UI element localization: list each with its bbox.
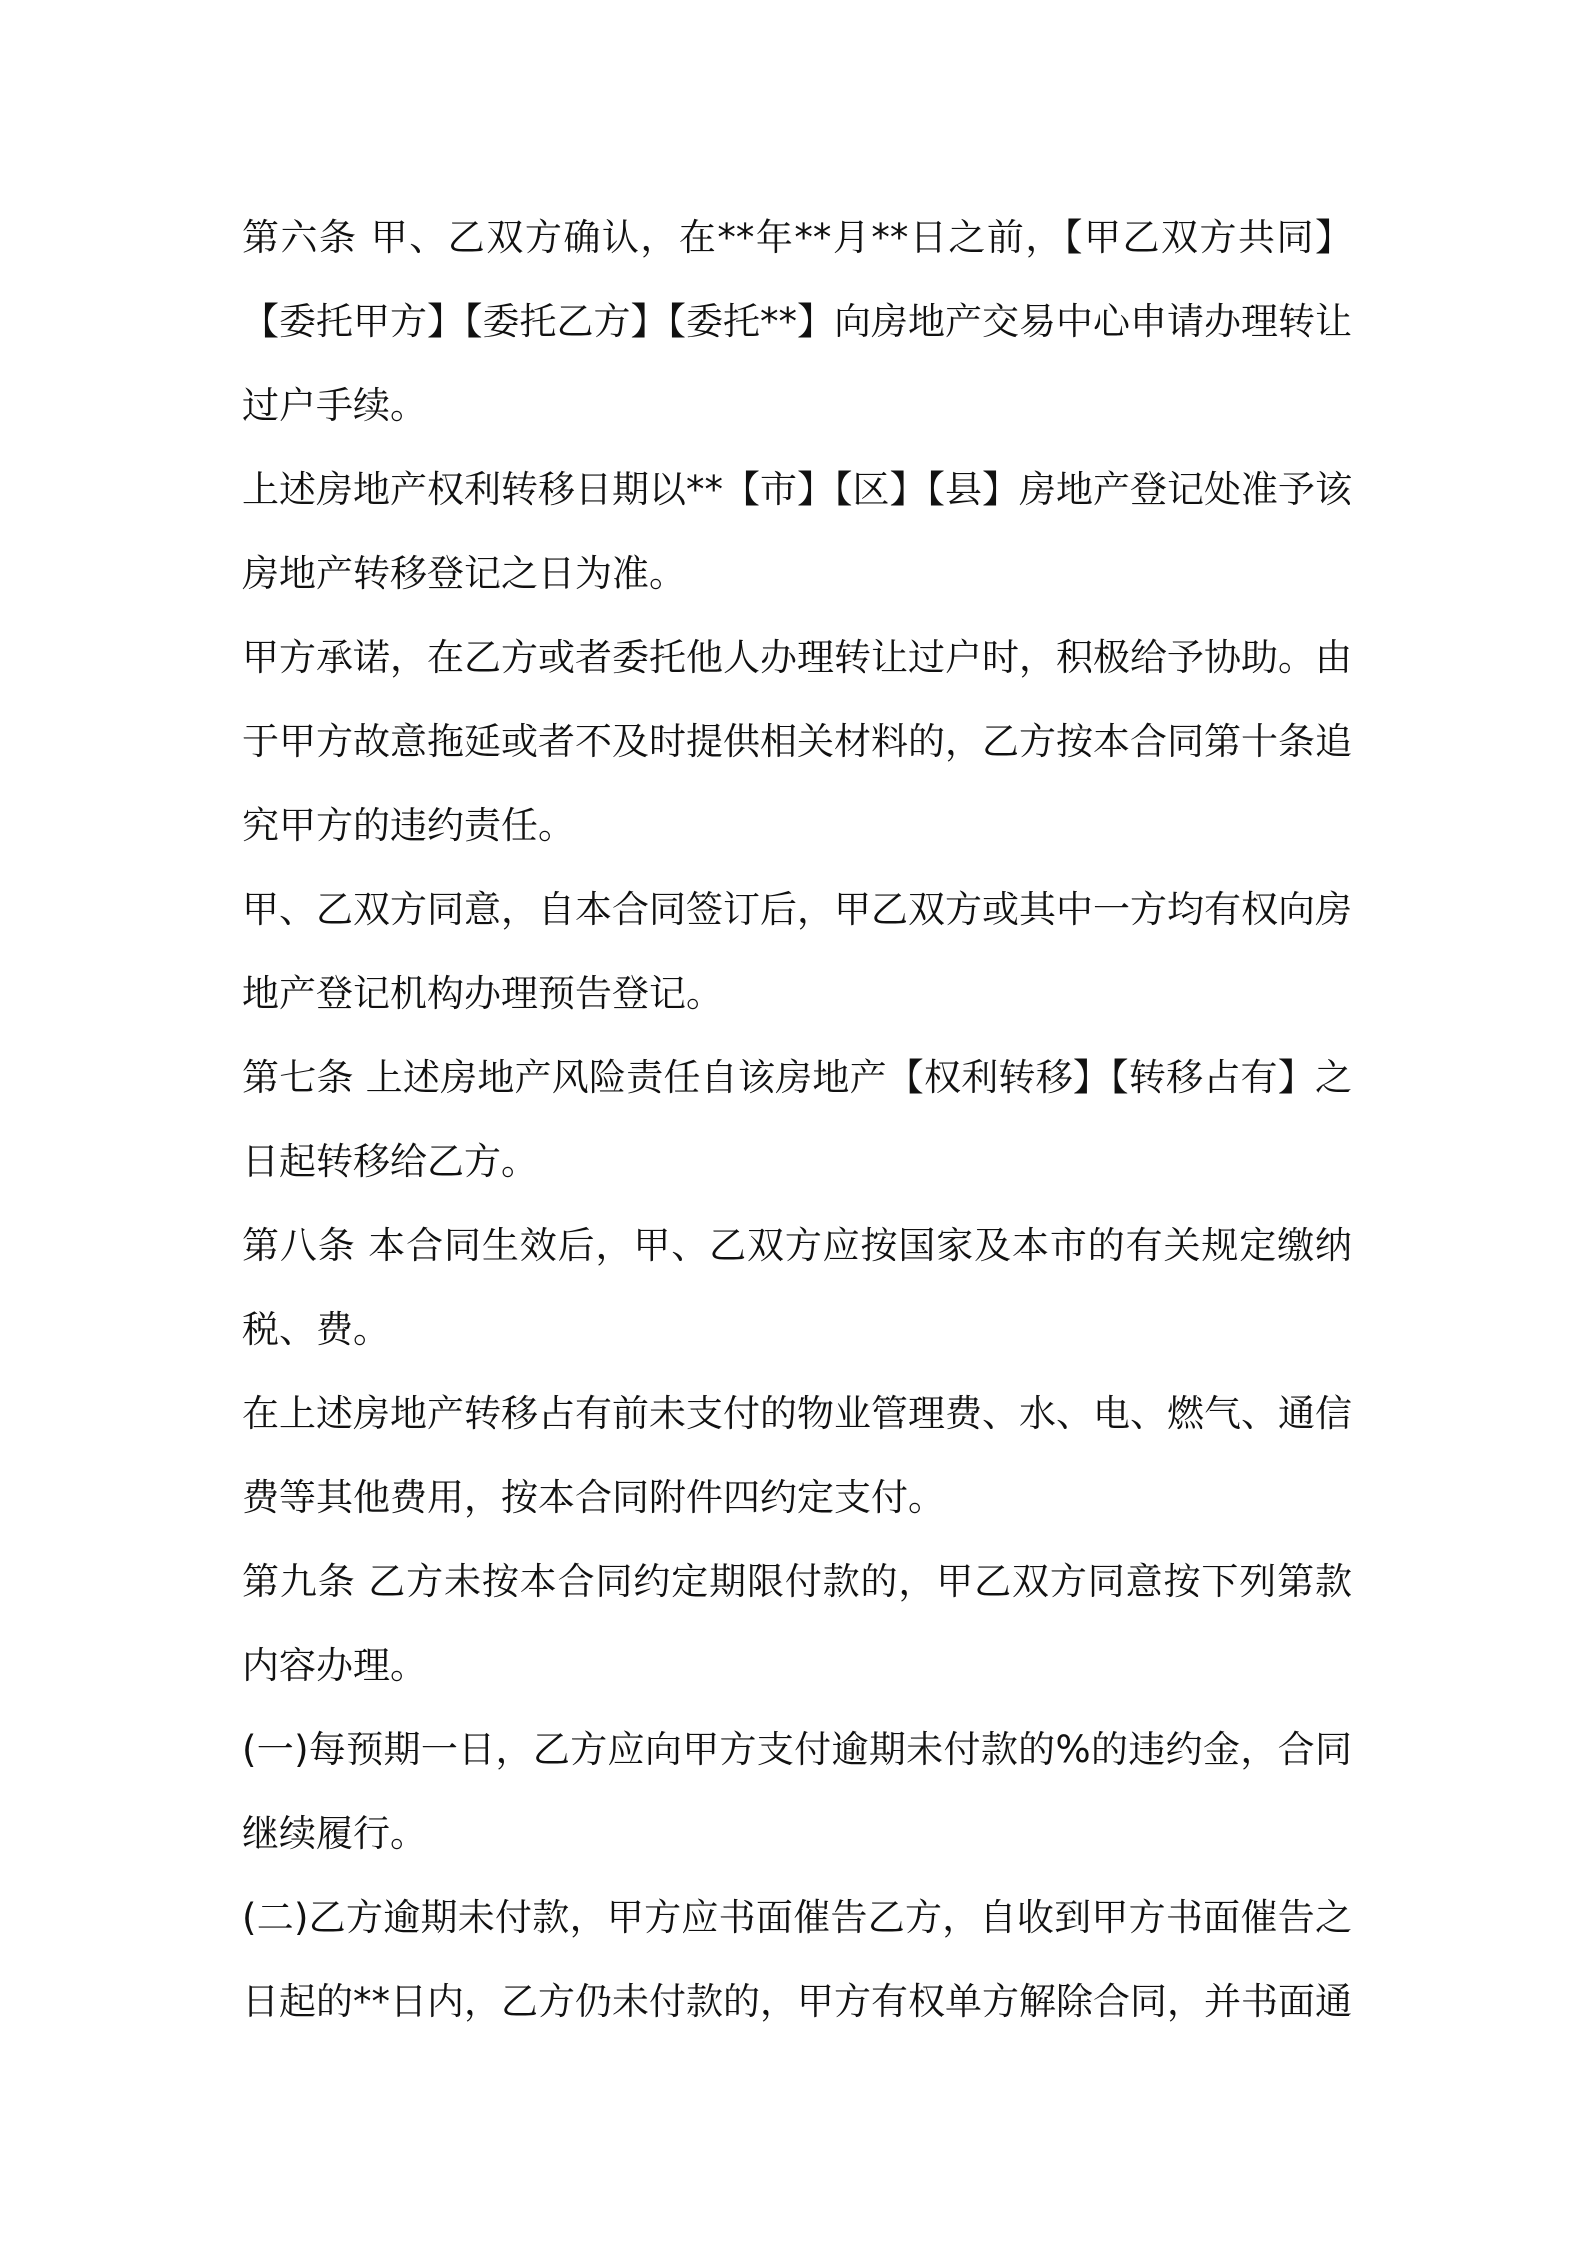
paragraph-article-9: 第九条 乙方未按本合同约定期限付款的，甲乙双方同意按下列第款内容办理。 <box>242 1560 1352 1687</box>
paragraph-transfer-date: 上述房地产权利转移日期以**【市】【区】【县】房地产登记处准予该房地产转移登记之日为准。 <box>242 468 1352 595</box>
paragraph-item-1: (一)每预期一日，乙方应向甲方支付逾期未付款的%的违约金，合同继续履行。 <box>242 1728 1352 1855</box>
paragraph-article-7: 第七条 上述房地产风险责任自该房地产【权利转移】【转移占有】之日起转移给乙方。 <box>242 1056 1352 1183</box>
paragraph-article-8: 第八条 本合同生效后，甲、乙双方应按国家及本市的有关规定缴纳税、费。 <box>242 1224 1352 1351</box>
paragraph-article-6: 第六条 甲、乙双方确认，在**年**月**日之前，【甲乙双方共同】【委托甲方】【委托乙方】【委托**】向房地产交易中心申请办理转让过户手续。 <box>242 216 1352 427</box>
paragraph-advance-registration: 甲、乙双方同意，自本合同签订后，甲乙双方或其中一方均有权向房地产登记机构办理预告登记。 <box>242 888 1352 1015</box>
paragraph-other-fees: 在上述房地产转移占有前未支付的物业管理费、水、电、燃气、通信费等其他费用，按本合同附件四约定支付。 <box>242 1392 1352 1519</box>
paragraph-item-2: (二)乙方逾期未付款，甲方应书面催告乙方，自收到甲方书面催告之日起的**日内，乙方仍未付款的，甲方有权单方解除合同，并书面通 <box>242 1896 1352 2023</box>
contract-body <box>242 196 1352 2044</box>
paragraph-seller-commitment: 甲方承诺，在乙方或者委托他人办理转让过户时，积极给予协助。由于甲方故意拖延或者不及时提供相关材料的，乙方按本合同第十条追究甲方的违约责任。 <box>242 636 1352 847</box>
